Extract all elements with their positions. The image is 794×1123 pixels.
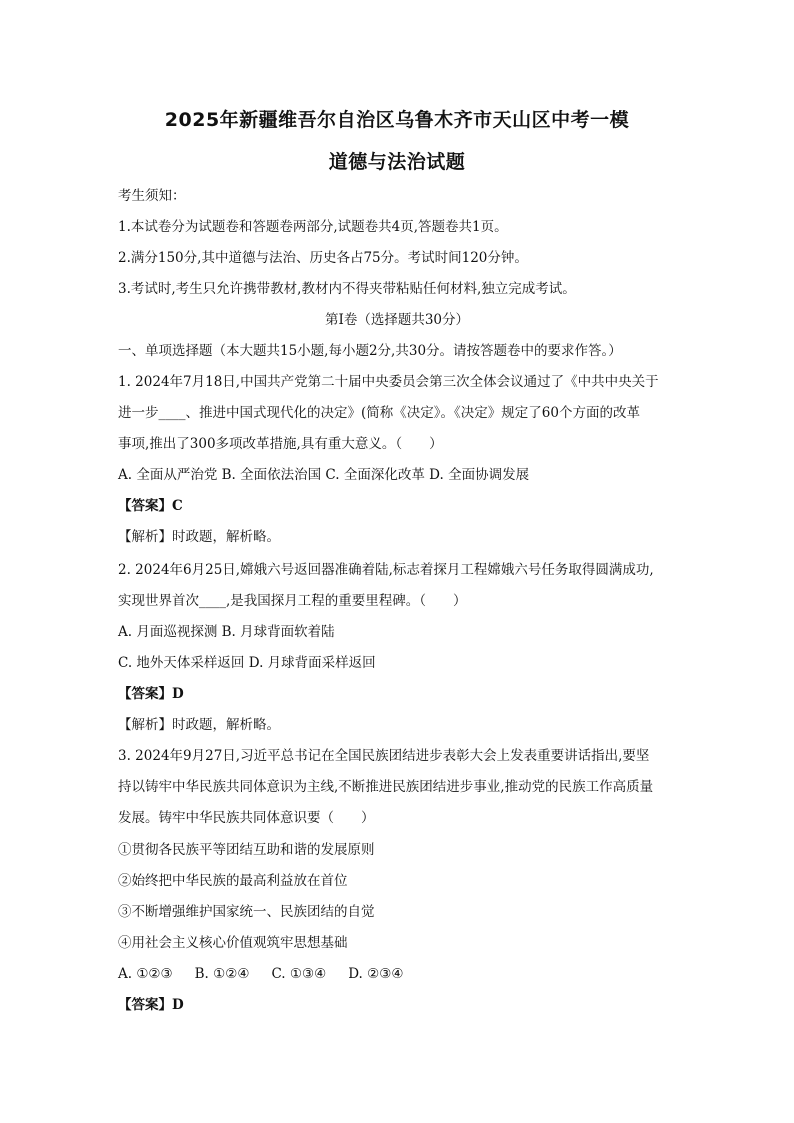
q1-stem-line1: 1. 2024年7月18日,中国共产党第二十届中央委员会第三次全体会议通过了《中共中央关于 [118, 374, 659, 390]
exam-title: 2025年新疆维吾尔自治区乌鲁木齐市天山区中考一模 [164, 109, 630, 131]
q3-stem-line3: 发展。铸牢中华民族共同体意识要（ ） [118, 810, 375, 826]
q3-option-b: B. ①②④ [194, 966, 250, 982]
q2-stem-line2: 实现世界首次____,是我国探月工程的重要里程碑。（ ） [118, 593, 467, 609]
notice-item-1: 1.本试卷分为试题卷和答题卷两部分,试题卷共4页,答题卷共1页。 [118, 219, 508, 235]
q3-stem-line2: 持以铸牢中华民族共同体意识为主线,不断推进民族团结进步事业,推动党的民族工作高质量 [118, 779, 654, 795]
q3-answer: 【答案】D [118, 997, 184, 1013]
q3-statement-3: ③不断增强维护国家统一、民族团结的自觉 [118, 904, 375, 920]
q2-stem-line1: 2. 2024年6月25日,嫦娥六号返回器准确着陆,标志着探月工程嫦娥六号任务取得圆满成功, [118, 562, 654, 578]
q3-statement-4: ④用社会主义核心价值观筑牢思想基础 [118, 935, 348, 951]
exam-subtitle: 道德与法治试题 [328, 151, 466, 173]
notice-heading: 考生须知： [118, 188, 186, 204]
q1-stem-line3: 事项,推出了300多项改革措施,具有重大意义。（ ） [118, 436, 443, 452]
q3-statement-2: ②始终把中华民族的最高利益放在首位 [118, 873, 348, 889]
q1-stem-line2: 进一步____、推进中国式现代化的决定》(简称《决定》。《决定》规定了60个方面的改革 [118, 405, 640, 421]
q3-option-a: A. ①②③ [118, 966, 173, 982]
notice-item-2: 2.满分150分,其中道德与法治、历史各占75分。考试时间120分钟。 [118, 250, 528, 266]
q3-option-c: C. ①③④ [271, 966, 327, 982]
q2-analysis: 【解析】时政题，解析略。 [118, 717, 280, 733]
q1-analysis: 【解析】时政题，解析略。 [118, 529, 280, 545]
q1-options: A. 全面从严治党 B. 全面依法治国 C. 全面深化改革 D. 全面协调发展 [118, 467, 530, 483]
q2-options-line2: C. 地外天体采样返回 D. 月球背面采样返回 [118, 655, 376, 671]
q1-answer: 【答案】C [118, 498, 183, 514]
part-heading: 一、单项选择题（本大题共15小题,每小题2分,共30分。请按答题卷中的要求作答。） [118, 343, 622, 359]
q3-statement-1: ①贯彻各民族平等团结互助和谐的发展原则 [118, 842, 375, 858]
q3-options [118, 964, 678, 984]
q2-options-line1: A. 月面巡视探测 B. 月球背面软着陆 [118, 624, 335, 640]
q3-option-d: D. ②③④ [348, 966, 404, 982]
section-title: 第Ⅰ卷（选择题共30分） [324, 312, 469, 328]
q2-answer: 【答案】D [118, 686, 184, 702]
q3-stem-line1: 3. 2024年9月27日,习近平总书记在全国民族团结进步表彰大会上发表重要讲话指出,要坚 [118, 748, 650, 764]
notice-item-3: 3.考试时,考生只允许携带教材,教材内不得夹带粘贴任何材料,独立完成考试。 [118, 281, 576, 297]
